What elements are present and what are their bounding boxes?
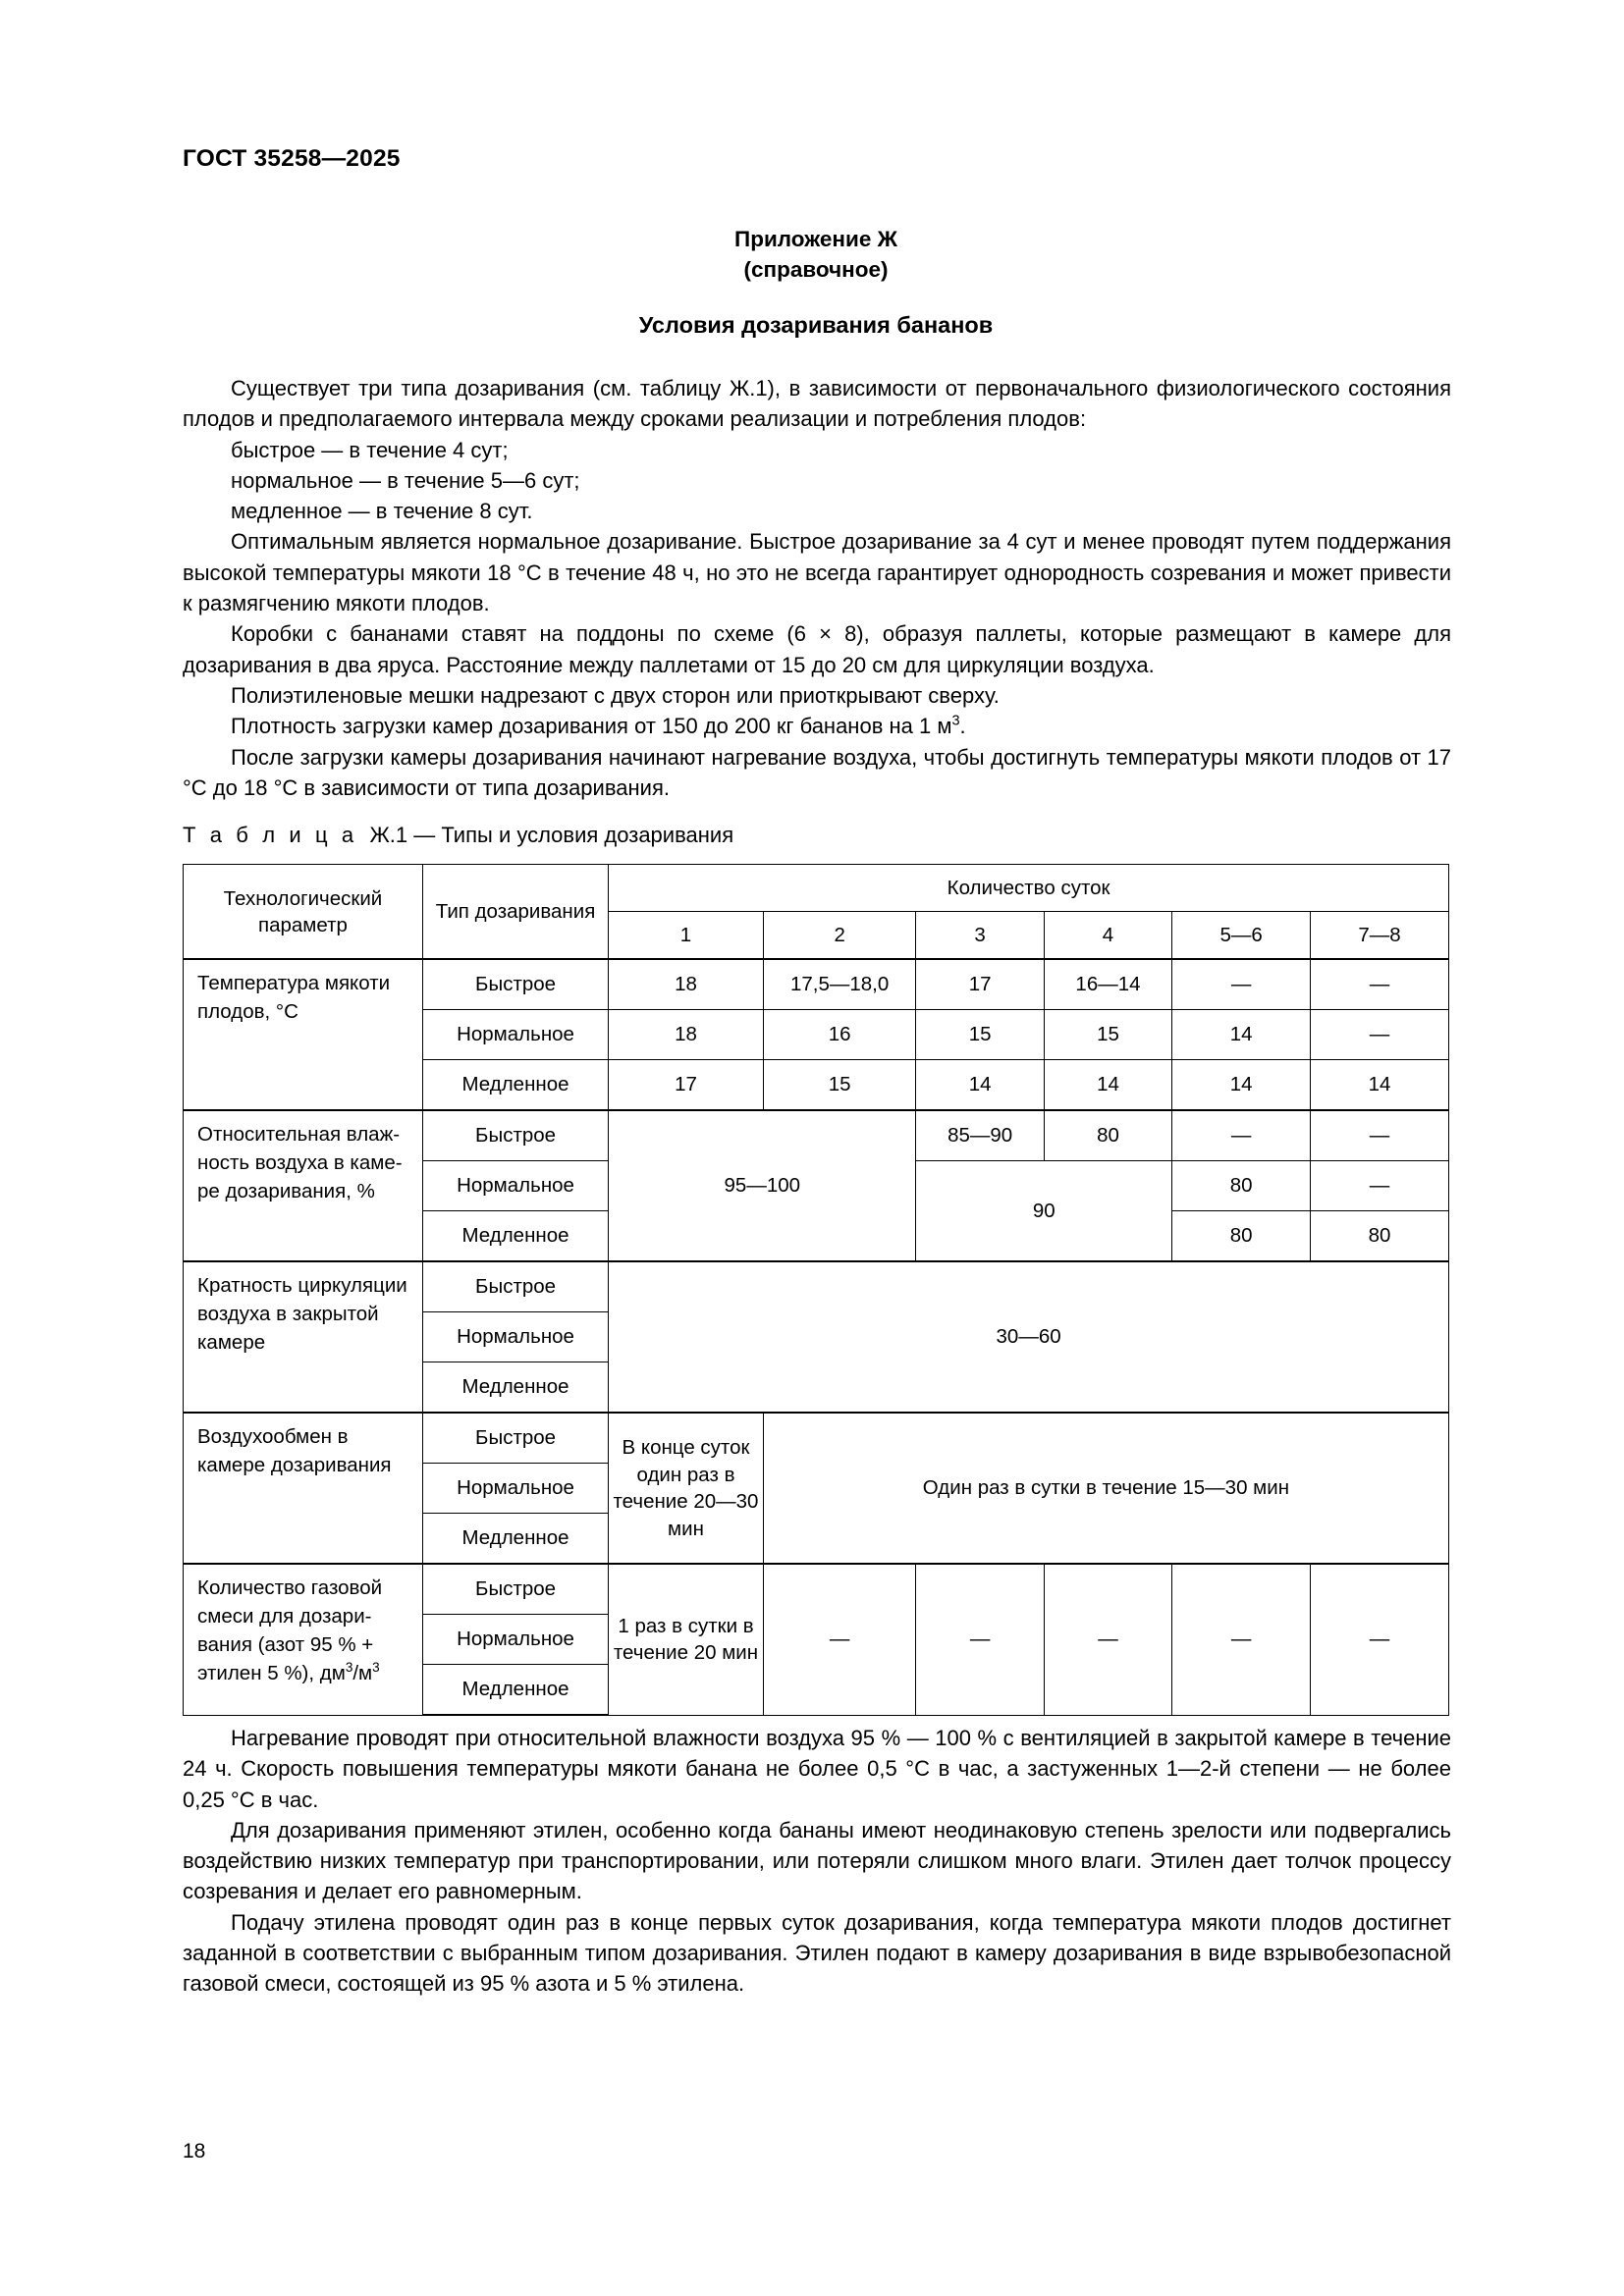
value-cell: —	[1172, 1564, 1311, 1715]
header-days-group: Количество суток	[609, 865, 1449, 912]
type-fast: Быстрое	[422, 1261, 608, 1312]
appendix-title-block	[183, 224, 1449, 285]
table-caption-number: Ж.1 — Типы и условия дозаривания	[369, 823, 734, 847]
header-parameter: Технологический параметр	[184, 865, 423, 960]
density-text-prefix: Плотность загрузки камер дозаривания от 150 до 200 кг бананов на 1 м	[231, 714, 952, 739]
value-cell-day1-exchange: В конце суток один раз в течение 20—30 мин	[609, 1413, 764, 1564]
density-text-suffix: .	[959, 714, 966, 739]
value-cell: 80	[1311, 1211, 1449, 1262]
table-header-row-1	[184, 865, 1449, 912]
table-row	[184, 1261, 1449, 1312]
value-cell: 14	[1172, 1060, 1311, 1111]
value-cell: 14	[1172, 1010, 1311, 1060]
header-dosing-type: Тип дозаривания	[422, 865, 608, 960]
value-cell: 15	[763, 1060, 916, 1111]
value-cell: 15	[916, 1010, 1044, 1060]
header-day-4: 4	[1044, 912, 1171, 960]
value-cell: —	[1311, 1010, 1449, 1060]
gas-param-prefix: Количество газовой смеси для дозари- вания (азот 95 % + этилен 5 %), дм	[197, 1576, 383, 1684]
value-cell: —	[1172, 1110, 1311, 1161]
type-fast: Быстрое	[422, 959, 608, 1010]
type-slow: Медленное	[422, 1060, 608, 1111]
appendix-kind: (справочное)	[743, 257, 889, 282]
type-slow: Медленное	[422, 1362, 608, 1414]
standard-number-header: ГОСТ 35258—2025	[183, 145, 401, 172]
value-cell-daily-exchange: Один раз в сутки в течение 15—30 мин	[763, 1413, 1448, 1564]
paragraph-intro: Существует три типа дозаривания (см. таблицу Ж.1), в зависимости от первоначального физиологического состояния плодов и предполагаемого интервала между сроками реализации и потребления плодов:	[183, 376, 1451, 432]
param-circulation: Кратность циркуляции воздуха в закрытой камере	[184, 1261, 423, 1413]
gas-param-mid: /м	[352, 1662, 373, 1684]
type-slow: Медленное	[422, 1665, 608, 1716]
header-day-2: 2	[763, 912, 916, 960]
value-cell-90: 90	[916, 1161, 1172, 1262]
table-row	[184, 1564, 1449, 1615]
type-fast: Быстрое	[422, 1564, 608, 1615]
value-cell: —	[1311, 1161, 1449, 1211]
value-cell: 16—14	[1044, 959, 1171, 1010]
type-fast: Быстрое	[422, 1110, 608, 1161]
value-cell: —	[1172, 959, 1311, 1010]
page-number: 18	[183, 2140, 206, 2163]
paragraph-optimal: Оптимальным является нормальное дозаривание. Быстрое дозаривание за 4 сут и менее проводят путем поддержания высокой температуры мякоти 18 °C в течение 48 ч, но это не всегда гарантирует однородность созревания и может привести к размягчению мякоти плодов.	[183, 529, 1451, 616]
density-superscript: 3	[951, 713, 960, 729]
value-cell: 85—90	[916, 1110, 1044, 1161]
value-cell: 14	[1044, 1060, 1171, 1111]
value-cell: —	[1311, 959, 1449, 1010]
value-cell: —	[1311, 1110, 1449, 1161]
value-cell: 18	[609, 959, 764, 1010]
list-item-slow: медленное — в течение 8 сут.	[231, 499, 533, 524]
paragraph-heating-conditions: Нагревание проводят при относительной влажности воздуха 95 % — 100 % с вентиляцией в закрытой камере в течение 24 ч. Скорость повышения температуры мякоти банана не более 0,5 °C в час, а застуженных 1—2-й степени — не более 0,25 °C в час.	[183, 1726, 1451, 1812]
value-cell: 80	[1172, 1211, 1311, 1262]
list-item-normal: нормальное — в течение 5—6 сут;	[231, 467, 580, 493]
value-cell: 14	[1311, 1060, 1449, 1111]
table-head	[184, 865, 1449, 960]
paragraph-bags: Полиэтиленовые мешки надрезают с двух сторон или приоткрывают сверху.	[231, 682, 1000, 708]
body-text-lower	[183, 1723, 1451, 2000]
table-body	[184, 959, 1449, 1715]
list-item-fast: быстрое — в течение 4 сут;	[231, 437, 509, 462]
header-day-5-6: 5—6	[1172, 912, 1311, 960]
param-humidity: Относительная влаж- ность воздуха в каме- ре дозаривания, %	[184, 1110, 423, 1261]
type-fast: Быстрое	[422, 1413, 608, 1464]
value-cell-30-60: 30—60	[609, 1261, 1449, 1413]
value-cell: 80	[1044, 1110, 1171, 1161]
value-cell-95-100: 95—100	[609, 1110, 916, 1261]
paragraph-density	[183, 711, 1451, 741]
header-day-7-8: 7—8	[1311, 912, 1449, 960]
paragraph-pallets: Коробки с бананами ставят на поддоны по схеме (6 × 8), образуя паллеты, которые размещают в камере для дозаривания в два яруса. Расстояние между паллетами от 15 до 20 см для циркуляции воздуха.	[183, 621, 1451, 677]
paragraph-ethylene-supply: Подачу этилена проводят один раз в конце первых суток дозаривания, когда температура мякоти плодов достигнет заданной в соответствии с выбранным типом дозаривания. Этилен подают в камеру дозаривания в виде взрывобезопасной газовой смеси, состоящей из 95 % азота и 5 % этилена.	[183, 1909, 1451, 1997]
type-slow: Медленное	[422, 1211, 608, 1262]
table-row	[184, 1110, 1449, 1161]
table-caption	[183, 823, 733, 848]
value-cell: 17,5—18,0	[763, 959, 916, 1010]
type-normal: Нормальное	[422, 1010, 608, 1060]
value-cell: 14	[916, 1060, 1044, 1111]
param-temperature: Температура мякоти плодов, °C	[184, 959, 423, 1110]
table-row	[184, 1413, 1449, 1464]
header-day-3: 3	[916, 912, 1044, 960]
body-text-upper	[183, 373, 1451, 803]
value-cell: —	[1044, 1564, 1171, 1715]
type-normal: Нормальное	[422, 1464, 608, 1514]
gas-param-sup-1: 3	[345, 1660, 353, 1676]
param-gas-mixture	[184, 1564, 423, 1715]
header-day-1: 1	[609, 912, 764, 960]
value-cell: 17	[609, 1060, 764, 1111]
value-cell: —	[763, 1564, 916, 1715]
paragraph-ethylene-use: Для дозаривания применяют этилен, особенно когда бананы имеют неодинаковую степень зрелости или подвергались воздействию низких температур при транспортировании, или потеряли слишком много влаги. Этилен дает толчок процессу созревания и делает его равномерным.	[183, 1817, 1451, 1904]
table-caption-word: Т а б л и ц а	[183, 823, 358, 847]
value-cell: —	[1311, 1564, 1449, 1715]
dosing-conditions-table	[183, 864, 1449, 1716]
appendix-label: Приложение Ж	[734, 227, 897, 251]
type-normal: Нормальное	[422, 1312, 608, 1362]
appendix-heading: Условия дозаривания бананов	[638, 312, 994, 338]
value-cell: 18	[609, 1010, 764, 1060]
value-cell-day1-gas: 1 раз в сутки в течение 20 мин	[609, 1564, 764, 1715]
value-cell: 80	[1172, 1161, 1311, 1211]
type-slow: Медленное	[422, 1514, 608, 1565]
value-cell: —	[916, 1564, 1044, 1715]
gas-param-sup-2: 3	[372, 1660, 380, 1676]
param-air-exchange: Воздухообмен в камере дозаривания	[184, 1413, 423, 1564]
value-cell: 15	[1044, 1010, 1171, 1060]
type-normal: Нормальное	[422, 1161, 608, 1211]
type-normal: Нормальное	[422, 1615, 608, 1665]
value-cell: 17	[916, 959, 1044, 1010]
value-cell: 16	[763, 1010, 916, 1060]
paragraph-heating-start: После загрузки камеры дозаривания начинают нагревание воздуха, чтобы достигнуть температуры мякоти плодов от 17 °C до 18 °C в зависимости от типа дозаривания.	[183, 744, 1451, 800]
table-row	[184, 959, 1449, 1010]
